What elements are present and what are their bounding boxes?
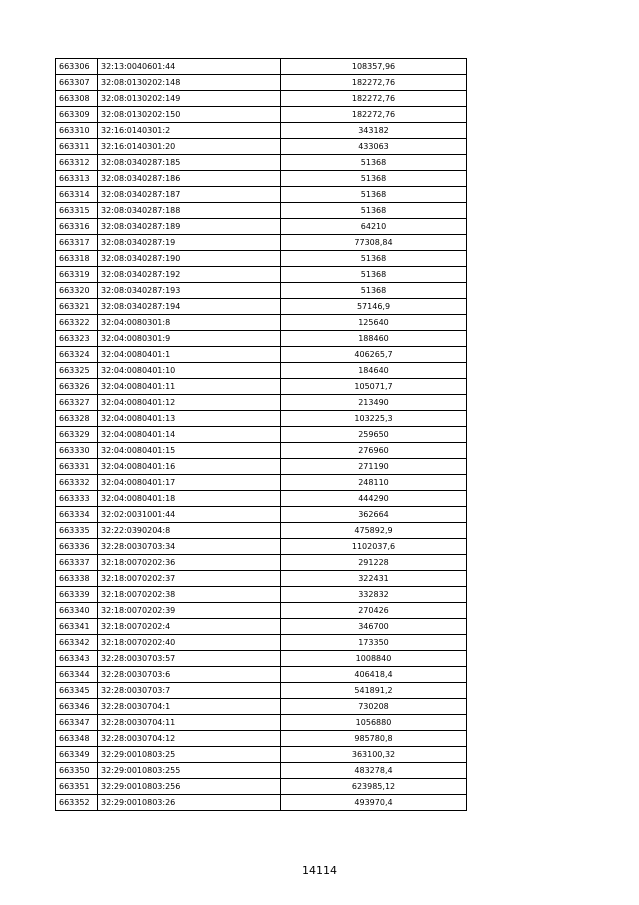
- cadastral-number-cell: 32:04:0080401:10: [98, 363, 281, 379]
- row-number-cell: 663329: [56, 427, 98, 443]
- table-row: [56, 603, 467, 619]
- cadastral-number-cell: 32:28:0030704:12: [98, 731, 281, 747]
- cadastral-value-cell: 1056880: [281, 715, 467, 731]
- cadastral-value-cell: 182272,76: [281, 91, 467, 107]
- cadastral-number-cell: 32:08:0130202:150: [98, 107, 281, 123]
- cadastral-number-cell: 32:08:0340287:186: [98, 171, 281, 187]
- table-row: [56, 763, 467, 779]
- cadastral-value-cell: 259650: [281, 427, 467, 443]
- cadastral-value-cell: 346700: [281, 619, 467, 635]
- cadastral-number-cell: 32:16:0140301:20: [98, 139, 281, 155]
- cadastral-number-cell: 32:04:0080401:1: [98, 347, 281, 363]
- cadastral-number-cell: 32:08:0340287:188: [98, 203, 281, 219]
- row-number-cell: 663349: [56, 747, 98, 763]
- cadastral-number-cell: 32:08:0340287:193: [98, 283, 281, 299]
- row-number-cell: 663309: [56, 107, 98, 123]
- cadastral-value-cell: 362664: [281, 507, 467, 523]
- table-row: [56, 187, 467, 203]
- cadastral-number-cell: 32:04:0080401:15: [98, 443, 281, 459]
- cadastral-number-cell: 32:04:0080401:16: [98, 459, 281, 475]
- cadastral-value-cell: 332832: [281, 587, 467, 603]
- cadastral-number-cell: 32:08:0340287:192: [98, 267, 281, 283]
- row-number-cell: 663344: [56, 667, 98, 683]
- row-number-cell: 663350: [56, 763, 98, 779]
- table-row: [56, 75, 467, 91]
- table-row: [56, 107, 467, 123]
- cadastral-number-cell: 32:28:0030703:34: [98, 539, 281, 555]
- cadastral-number-cell: 32:04:0080401:11: [98, 379, 281, 395]
- row-number-cell: 663317: [56, 235, 98, 251]
- row-number-cell: 663337: [56, 555, 98, 571]
- row-number-cell: 663346: [56, 699, 98, 715]
- table-row: [56, 699, 467, 715]
- table-row: [56, 139, 467, 155]
- table-row: [56, 523, 467, 539]
- cadastral-number-cell: 32:22:0390204:8: [98, 523, 281, 539]
- cadastral-number-cell: 32:08:0340287:187: [98, 187, 281, 203]
- row-number-cell: 663348: [56, 731, 98, 747]
- cadastral-value-cell: 108357,96: [281, 59, 467, 75]
- table-row: [56, 59, 467, 75]
- cadastral-number-cell: 32:02:0031001:44: [98, 507, 281, 523]
- row-number-cell: 663324: [56, 347, 98, 363]
- table-row: [56, 283, 467, 299]
- table-row: [56, 507, 467, 523]
- cadastral-value-cell: 985780,8: [281, 731, 467, 747]
- cadastral-number-cell: 32:18:0070202:4: [98, 619, 281, 635]
- cadastral-value-cell: 343182: [281, 123, 467, 139]
- cadastral-value-cell: 184640: [281, 363, 467, 379]
- row-number-cell: 663343: [56, 651, 98, 667]
- cadastral-value-cell: 1102037,6: [281, 539, 467, 555]
- row-number-cell: 663315: [56, 203, 98, 219]
- table-row: [56, 715, 467, 731]
- table-row: [56, 235, 467, 251]
- cadastral-value-cell: 213490: [281, 395, 467, 411]
- cadastral-value-cell: 103225,3: [281, 411, 467, 427]
- cadastral-value-cell: 51368: [281, 283, 467, 299]
- table-row: [56, 203, 467, 219]
- table-row: [56, 363, 467, 379]
- cadastral-number-cell: 32:18:0070202:40: [98, 635, 281, 651]
- cadastral-value-cell: 51368: [281, 251, 467, 267]
- row-number-cell: 663327: [56, 395, 98, 411]
- cadastral-number-cell: 32:29:0010803:256: [98, 779, 281, 795]
- cadastral-value-cell: 51368: [281, 267, 467, 283]
- cadastral-number-cell: 32:28:0030703:57: [98, 651, 281, 667]
- row-number-cell: 663323: [56, 331, 98, 347]
- cadastral-value-cell: 322431: [281, 571, 467, 587]
- cadastral-number-cell: 32:28:0030704:1: [98, 699, 281, 715]
- cadastral-value-cell: 475892,9: [281, 523, 467, 539]
- cadastral-number-cell: 32:08:0340287:189: [98, 219, 281, 235]
- table-row: [56, 747, 467, 763]
- cadastral-value-cell: 433063: [281, 139, 467, 155]
- table-row: [56, 219, 467, 235]
- cadastral-value-cell: 291228: [281, 555, 467, 571]
- table-row: [56, 539, 467, 555]
- cadastral-number-cell: 32:08:0340287:19: [98, 235, 281, 251]
- cadastral-value-cell: 483278,4: [281, 763, 467, 779]
- table-row: [56, 91, 467, 107]
- cadastral-value-table: [55, 58, 467, 811]
- cadastral-number-cell: 32:28:0030704:11: [98, 715, 281, 731]
- row-number-cell: 663351: [56, 779, 98, 795]
- table-row: [56, 667, 467, 683]
- cadastral-value-cell: 51368: [281, 187, 467, 203]
- table-row: [56, 475, 467, 491]
- table-body: [56, 59, 467, 811]
- table-row: [56, 251, 467, 267]
- cadastral-number-cell: 32:04:0080401:14: [98, 427, 281, 443]
- cadastral-value-cell: 406418,4: [281, 667, 467, 683]
- row-number-cell: 663341: [56, 619, 98, 635]
- cadastral-number-cell: 32:04:0080401:12: [98, 395, 281, 411]
- table-row: [56, 155, 467, 171]
- cadastral-number-cell: 32:16:0140301:2: [98, 123, 281, 139]
- table-row: [56, 619, 467, 635]
- cadastral-value-cell: 271190: [281, 459, 467, 475]
- cadastral-number-cell: 32:18:0070202:37: [98, 571, 281, 587]
- table-row: [56, 347, 467, 363]
- cadastral-value-cell: 730208: [281, 699, 467, 715]
- table-row: [56, 491, 467, 507]
- row-number-cell: 663334: [56, 507, 98, 523]
- cadastral-value-cell: 57146,9: [281, 299, 467, 315]
- row-number-cell: 663319: [56, 267, 98, 283]
- row-number-cell: 663308: [56, 91, 98, 107]
- cadastral-number-cell: 32:18:0070202:36: [98, 555, 281, 571]
- row-number-cell: 663313: [56, 171, 98, 187]
- cadastral-number-cell: 32:08:0340287:190: [98, 251, 281, 267]
- cadastral-number-cell: 32:08:0130202:148: [98, 75, 281, 91]
- cadastral-value-cell: 406265,7: [281, 347, 467, 363]
- row-number-cell: 663321: [56, 299, 98, 315]
- row-number-cell: 663347: [56, 715, 98, 731]
- table-row: [56, 795, 467, 811]
- cadastral-number-cell: 32:29:0010803:255: [98, 763, 281, 779]
- row-number-cell: 663345: [56, 683, 98, 699]
- cadastral-value-cell: 77308,84: [281, 235, 467, 251]
- cadastral-value-cell: 623985,12: [281, 779, 467, 795]
- cadastral-value-cell: 64210: [281, 219, 467, 235]
- table-row: [56, 459, 467, 475]
- row-number-cell: 663338: [56, 571, 98, 587]
- cadastral-value-cell: 182272,76: [281, 75, 467, 91]
- table-row: [56, 267, 467, 283]
- cadastral-number-cell: 32:08:0130202:149: [98, 91, 281, 107]
- row-number-cell: 663325: [56, 363, 98, 379]
- row-number-cell: 663306: [56, 59, 98, 75]
- cadastral-number-cell: 32:08:0340287:185: [98, 155, 281, 171]
- cadastral-value-cell: 444290: [281, 491, 467, 507]
- table-row: [56, 379, 467, 395]
- cadastral-number-cell: 32:08:0340287:194: [98, 299, 281, 315]
- row-number-cell: 663328: [56, 411, 98, 427]
- cadastral-value-cell: 270426: [281, 603, 467, 619]
- row-number-cell: 663314: [56, 187, 98, 203]
- row-number-cell: 663316: [56, 219, 98, 235]
- table-row: [56, 427, 467, 443]
- row-number-cell: 663340: [56, 603, 98, 619]
- row-number-cell: 663352: [56, 795, 98, 811]
- row-number-cell: 663342: [56, 635, 98, 651]
- table-row: [56, 587, 467, 603]
- row-number-cell: 663320: [56, 283, 98, 299]
- cadastral-value-cell: 363100,32: [281, 747, 467, 763]
- row-number-cell: 663326: [56, 379, 98, 395]
- cadastral-value-cell: 188460: [281, 331, 467, 347]
- table-row: [56, 443, 467, 459]
- row-number-cell: 663310: [56, 123, 98, 139]
- row-number-cell: 663318: [56, 251, 98, 267]
- cadastral-number-cell: 32:28:0030703:7: [98, 683, 281, 699]
- row-number-cell: 663331: [56, 459, 98, 475]
- row-number-cell: 663322: [56, 315, 98, 331]
- table-row: [56, 571, 467, 587]
- cadastral-number-cell: 32:04:0080401:17: [98, 475, 281, 491]
- cadastral-number-cell: 32:18:0070202:39: [98, 603, 281, 619]
- cadastral-value-cell: 51368: [281, 171, 467, 187]
- table-row: [56, 779, 467, 795]
- row-number-cell: 663336: [56, 539, 98, 555]
- row-number-cell: 663332: [56, 475, 98, 491]
- cadastral-value-cell: 248110: [281, 475, 467, 491]
- cadastral-value-cell: 182272,76: [281, 107, 467, 123]
- cadastral-number-cell: 32:29:0010803:26: [98, 795, 281, 811]
- cadastral-value-cell: 51368: [281, 203, 467, 219]
- cadastral-number-cell: 32:28:0030703:6: [98, 667, 281, 683]
- row-number-cell: 663311: [56, 139, 98, 155]
- cadastral-number-cell: 32:18:0070202:38: [98, 587, 281, 603]
- table-row: [56, 651, 467, 667]
- table-row: [56, 731, 467, 747]
- table-row: [56, 331, 467, 347]
- cadastral-value-cell: 1008840: [281, 651, 467, 667]
- table-row: [56, 171, 467, 187]
- row-number-cell: 663333: [56, 491, 98, 507]
- cadastral-number-cell: 32:13:0040601:44: [98, 59, 281, 75]
- page-number: 14114: [302, 864, 337, 877]
- table-row: [56, 123, 467, 139]
- row-number-cell: 663330: [56, 443, 98, 459]
- cadastral-number-cell: 32:04:0080301:8: [98, 315, 281, 331]
- cadastral-number-cell: 32:04:0080401:13: [98, 411, 281, 427]
- cadastral-number-cell: 32:04:0080401:18: [98, 491, 281, 507]
- table-row: [56, 299, 467, 315]
- table-row: [56, 395, 467, 411]
- cadastral-number-cell: 32:04:0080301:9: [98, 331, 281, 347]
- table-row: [56, 683, 467, 699]
- table-row: [56, 315, 467, 331]
- cadastral-value-cell: 276960: [281, 443, 467, 459]
- table-row: [56, 411, 467, 427]
- cadastral-number-cell: 32:29:0010803:25: [98, 747, 281, 763]
- row-number-cell: 663335: [56, 523, 98, 539]
- table-row: [56, 555, 467, 571]
- cadastral-value-cell: 493970,4: [281, 795, 467, 811]
- cadastral-value-cell: 173350: [281, 635, 467, 651]
- row-number-cell: 663307: [56, 75, 98, 91]
- cadastral-value-cell: 105071,7: [281, 379, 467, 395]
- cadastral-value-cell: 541891,2: [281, 683, 467, 699]
- row-number-cell: 663312: [56, 155, 98, 171]
- table-row: [56, 635, 467, 651]
- cadastral-value-cell: 125640: [281, 315, 467, 331]
- cadastral-value-cell: 51368: [281, 155, 467, 171]
- row-number-cell: 663339: [56, 587, 98, 603]
